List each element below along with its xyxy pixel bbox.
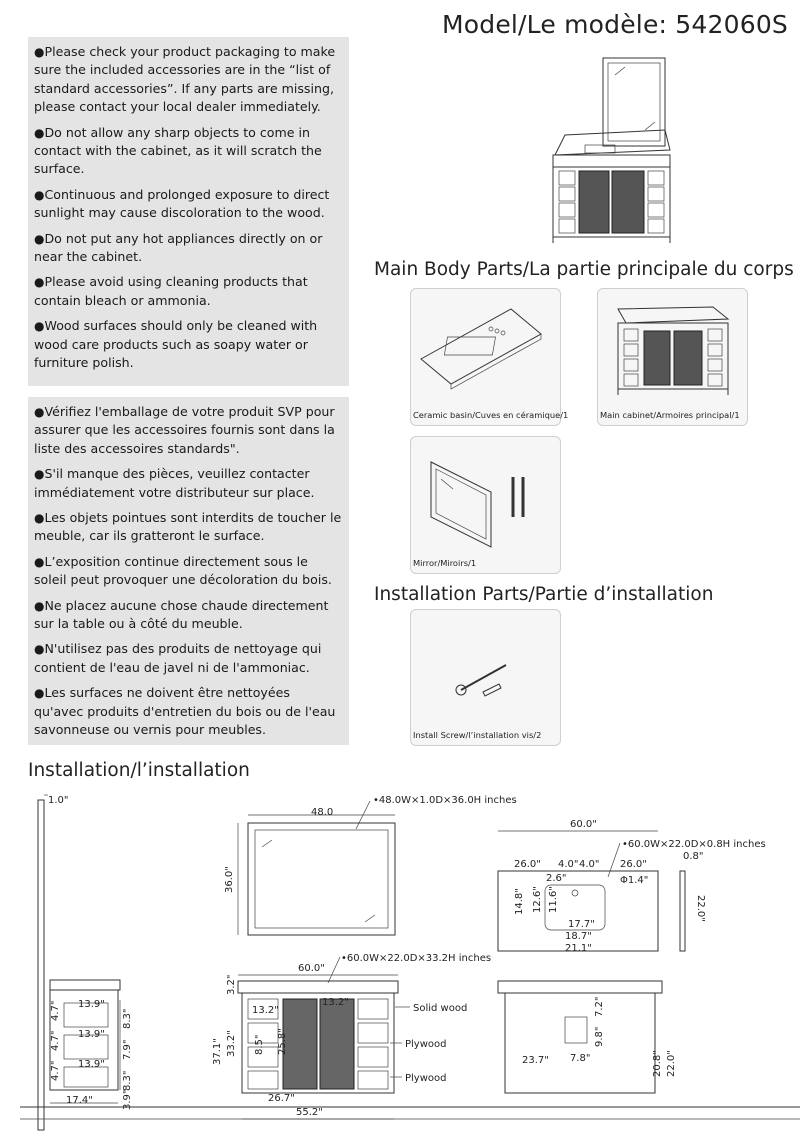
dim-label: 21.1" [565,943,592,954]
dim-label: 11.6" [548,886,559,913]
installation-drawings [0,785,808,1140]
screw-illustration [411,610,560,720]
model-title: Model/Le modèle: 542060S [442,10,788,39]
dim-label: Plywood [405,1039,447,1050]
note-item: ●Continuous and prolonged exposure to direct sunlight may cause discoloration to the wood. [34,186,330,221]
dim-label: 13.9" [78,1059,105,1070]
note-item: ●Les surfaces ne doivent être nettoyées qu'avec produits d'entretien du bois ou de l'eau savonneuse ou vernis pour meubles. [34,685,336,738]
note-item: ●L’exposition continue directement sous le soleil peut provoquer une décoloration du bois. [34,553,332,588]
dim-label: 7.8" [570,1053,591,1064]
note-item: ●Ne placez aucune chose chaude directement sur la table ou à côté du meuble. [34,597,329,632]
dim-label: 13.2" [322,997,349,1008]
dim-label: 55.2" [296,1107,323,1118]
dim-label: •60.0W×22.0D×33.2H inches [341,953,492,964]
part-caption: Install Screw/l’installation vis/2 [413,730,542,740]
dim-label: 12.6" [532,886,543,913]
dim-label: 26.7" [268,1093,295,1104]
dim-label: 37.1" [212,1038,223,1065]
dim-label: 2.6" [546,873,567,884]
cabinet-illustration [598,289,747,399]
dim-label: 4.0" [558,859,579,870]
main-body-heading: Main Body Parts/La partie principale du corps [374,259,794,280]
dim-label: 9.8" [594,1026,605,1047]
dim-label: 8.3" [122,1070,133,1091]
part-caption: Main cabinet/Armoires principal/1 [600,410,740,420]
dim-label: 4.7" [50,1000,61,1021]
dim-label: 1.0" [48,795,69,806]
dim-label: 20.8" [652,1050,663,1077]
dim-label: 33.2" [226,1030,237,1057]
dim-label: 14.8" [514,888,525,915]
vanity-hero-illustration [545,55,675,245]
dim-label: 25.8" [277,1028,288,1055]
dim-label: 13.2" [252,1005,279,1016]
note-item: ●Please check your product packaging to make sure the included accessories are in the “list of standard accessories”. If any parts are missing, please contact your local dealer immediately. [34,44,336,115]
note-item: ●Les objets pointues sont interdits de toucher le meuble, car ils gratteront le surface. [34,510,342,544]
note-item: ●Please avoid using cleaning products that contain bleach or ammonia. [34,274,308,308]
dim-label: 4.0" [579,859,600,870]
note-item: ●Do not allow any sharp objects to come in contact with the cabinet, as it will scratch the surface. [34,124,322,177]
installation-heading: Installation/l’installation [28,760,250,781]
dim-label: Plywood [405,1073,447,1084]
dim-label: 4.7" [50,1060,61,1081]
part-caption: Mirror/Miroirs/1 [413,558,477,568]
dim-label: 8.3" [122,1008,133,1029]
dim-label: 0.8" [683,851,704,862]
dim-label: 60.0" [570,819,597,830]
dim-label: 26.0" [514,859,541,870]
dim-label: 22.0" [695,895,706,922]
note-item: ●Vérifiez l'emballage de votre produit SVP pour assurer que les accessoires fournis sont dans la liste des accessoires standards". [34,404,335,456]
dim-label: 17.7" [568,919,595,930]
dim-label: •48.0W×1.0D×36.0H inches [373,795,517,806]
note-item: ●S'il manque des pièces, veuillez contacter immédiatement votre distributeur sur place. [34,466,315,500]
part-card-screw [410,609,561,746]
dim-label: 22.0" [666,1050,677,1077]
dim-label: Φ1.4" [620,875,649,886]
dim-label: 7.2" [594,996,605,1017]
note-item: ●Wood surfaces should only be cleaned with wood care products such as soapy water or furniture polish. [34,318,318,371]
dim-label: 60.0" [298,963,325,974]
dim-label: 7.9" [122,1039,133,1060]
part-card-mirror [410,436,561,574]
dim-label: 36.0" [224,866,235,893]
dim-label: 3.2" [226,974,237,995]
part-card-cabinet [597,288,748,426]
install-parts-heading: Installation Parts/Partie d’installation [374,584,714,605]
dim-label: 17.4" [66,1095,93,1106]
dim-label: 4.7" [50,1030,61,1051]
basin-illustration [411,289,560,399]
dim-label: 13.9" [78,1029,105,1040]
mirror-illustration [411,437,560,552]
dim-label: 23.7" [522,1055,549,1066]
note-item: ●Do not put any hot appliances directly on or near the cabinet. [34,230,323,265]
dim-label: 8.5" [254,1034,265,1055]
part-caption: Ceramic basin/Cuves en céramique/1 [413,410,569,420]
dim-label: •60.0W×22.0D×0.8H inches [622,839,766,850]
dim-label: 13.9" [78,999,105,1010]
dim-label: 48.0 [311,807,334,818]
dim-label: 3.9" [122,1089,133,1110]
dim-label: 18.7" [565,931,592,942]
note-item: ●N'utilisez pas des produits de nettoyage qui contient de l'eau de javel ni de l'ammoniac. [34,641,322,675]
notes-english [28,37,349,386]
notes-french [28,397,349,745]
dim-label: Solid wood [413,1003,468,1014]
part-card-basin [410,288,569,426]
dim-label: 26.0" [620,859,647,870]
